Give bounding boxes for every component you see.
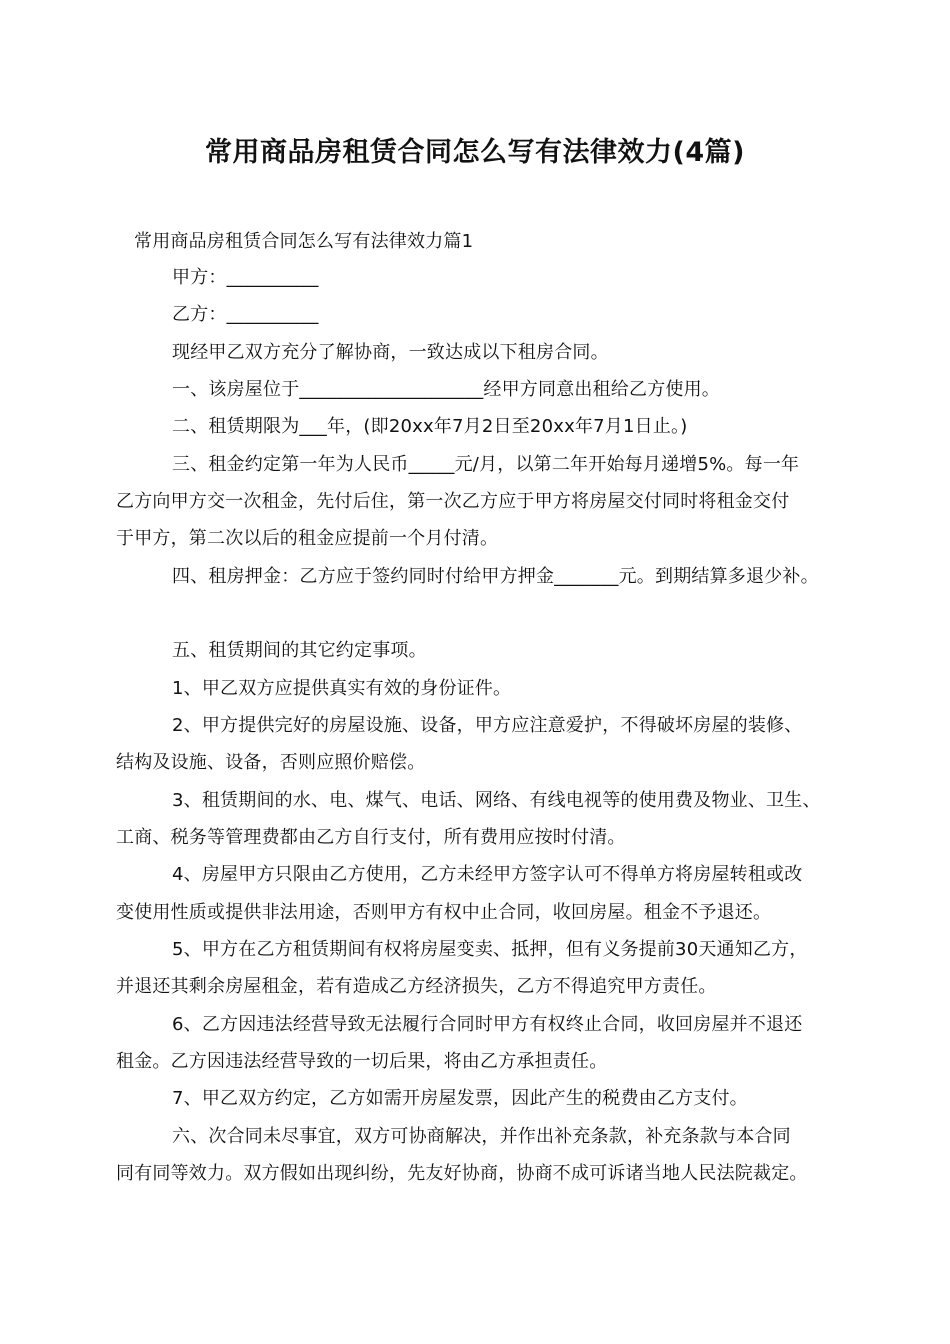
item-1: 1、甲乙双方应提供真实有效的身份证件。 bbox=[172, 678, 512, 699]
item-7: 7、甲乙双方约定，乙方如需开房屋发票，因此产生的税费由乙方支付。 bbox=[172, 1088, 748, 1109]
clause-4: 四、租房押金：乙方应于签约同时付给甲方押金_______元。到期结算多退少补。 bbox=[172, 566, 819, 587]
item-2-line-2: 结构及设施、设备，否则应照价赔偿。 bbox=[116, 752, 426, 773]
item-5-line-2: 并退还其剩余房屋租金，若有造成乙方经济损失，乙方不得追究甲方责任。 bbox=[116, 976, 717, 997]
clause-2: 二、租赁期限为___年，(即20xx年7月2日至20xx年7月1日止。) bbox=[172, 416, 688, 437]
item-6-line-2: 租金。乙方因违法经营导致的一切后果，将由乙方承担责任。 bbox=[116, 1051, 608, 1072]
document-title: 常用商品房租赁合同怎么写有法律效力(4篇) bbox=[205, 137, 745, 168]
clause-6-line-2: 同有同等效力。双方假如出现纠纷，先友好协商，协商不成可诉诸当地人民法院裁定。 bbox=[116, 1163, 808, 1184]
party-b-line: 乙方：__________ bbox=[172, 304, 319, 325]
item-3-line-2: 工商、税务等管理费都由乙方自行支付，所有费用应按时付清。 bbox=[116, 827, 626, 848]
intro-paragraph: 现经甲乙双方充分了解协商，一致达成以下租房合同。 bbox=[172, 342, 609, 363]
item-4-line-2: 变使用性质或提供非法用途，否则甲方有权中止合同，收回房屋。租金不予退还。 bbox=[116, 902, 772, 923]
clause-3-line-1: 三、租金约定第一年为人民币_____元/月，以第二年开始每月递增5%。每一年 bbox=[172, 454, 800, 475]
item-2-line-1: 2、甲方提供完好的房屋设施、设备，甲方应注意爱护，不得破坏房屋的装修、 bbox=[172, 715, 803, 736]
party-a-line: 甲方：__________ bbox=[172, 267, 319, 288]
item-4-line-1: 4、房屋甲方只限由乙方使用，乙方未经甲方签字认可不得单方将房屋转租或改 bbox=[172, 864, 803, 885]
clause-5-heading: 五、租赁期间的其它约定事项。 bbox=[172, 640, 427, 661]
item-3-line-1: 3、租赁期间的水、电、煤气、电话、网络、有线电视等的使用费及物业、卫生、 bbox=[172, 790, 821, 811]
clause-3-line-2: 乙方向甲方交一次租金，先付后住，第一次乙方应于甲方将房屋交付同时将租金交付 bbox=[116, 491, 790, 512]
item-5-line-1: 5、甲方在乙方租赁期间有权将房屋变卖、抵押，但有义务提前30天通知乙方， bbox=[172, 939, 808, 960]
item-6-line-1: 6、乙方因违法经营导致无法履行合同时甲方有权终止合同，收回房屋并不退还 bbox=[172, 1014, 803, 1035]
clause-3-line-3: 于甲方，第二次以后的租金应提前一个月付清。 bbox=[116, 528, 499, 549]
clause-6-line-1: 六、次合同未尽事宜，双方可协商解决，并作出补充条款，补充条款与本合同 bbox=[172, 1126, 791, 1147]
section-heading: 常用商品房租赁合同怎么写有法律效力篇1 bbox=[134, 231, 474, 252]
clause-1: 一、该房屋位于____________________经甲方同意出租给乙方使用。 bbox=[172, 379, 720, 400]
